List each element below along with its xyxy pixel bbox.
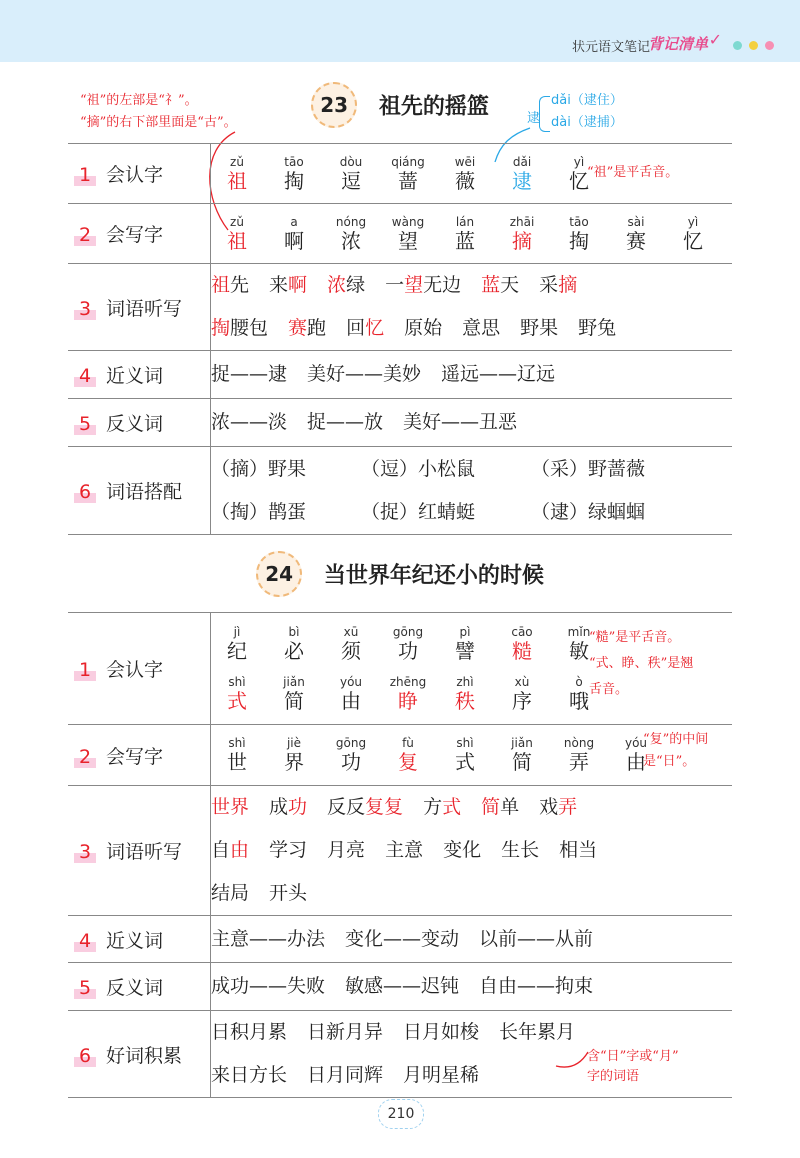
hanzi: 掏 [569,228,589,253]
table-row: 5 反义词 成功——失败 敏感——迟钝 自由——拘束 [68,963,732,1011]
lesson24-table [68,612,732,1098]
char-cell [439,675,491,713]
word-seg: 蓝 [481,274,501,296]
word [269,882,307,904]
pinyin: gōng [392,624,424,639]
char-cell [382,675,434,713]
char-cell [439,155,491,193]
pinyin: zǔ [230,214,244,229]
word-seg: 野兔 [578,317,617,339]
word-seg: 浓 [327,274,347,296]
hanzi: 逗 [341,168,361,193]
hanzi: 赛 [626,228,646,253]
word-seg: 成 [269,796,289,818]
word [327,274,365,296]
pinyin: wēi [454,154,476,169]
pinyin: dòu [339,154,363,169]
word-seg: 来 [269,274,289,296]
table-row: 1 会认字 zǔ 祖 tāo 掏 dòu 逗 qiáng 蔷 wēi 薇 dǎi 逮 yì 忆 “祖”是平舌音。 [68,144,732,204]
word-seg: 一 [385,274,405,296]
dictation-words [211,786,732,915]
word [327,796,403,818]
table-row: 3 词语听写 世界 成功 反反复复 方式 简单 戏弄 自由 学习 月亮 主意 变化 生长 相当 结局 开头 [68,786,732,916]
word-seg: 简 [481,796,501,818]
pinyin: zǔ [230,154,244,169]
char-cell [325,155,377,193]
word-seg: 回 [346,317,366,339]
hanzi: 界 [284,750,304,774]
word-seg: 复复 [365,796,404,818]
char-cell [439,625,491,663]
word-seg: 戏 [539,796,559,818]
word-seg: 腰包 [230,317,269,339]
char-cell [496,155,548,193]
lesson-number-badge: 23 [311,82,357,128]
word-seg: 主意 [385,839,424,861]
hanzi: 敏 [569,638,589,663]
char-cell [211,675,263,713]
word [443,839,481,861]
word [211,274,249,296]
hanzi: 功 [398,638,418,663]
word-seg: 忆 [365,317,385,339]
word [423,796,461,818]
pinyin: a [290,214,298,229]
word-seg: 单 [500,796,520,818]
table-row: 1 会认字 jì 纪 bì 必 xū 须 gōng 功 pì 譬 cāo 糙 mǐn 敏 shì 式 jiǎn 简 yóu 由 zhēng 睁 zhì 秩 xù 序 ò 哦 “糙”是平舌音。 “式、睁、秩”是翘 舌音。 [68,613,732,725]
char-cell [211,736,263,774]
hanzi: 蓝 [455,228,475,253]
word [462,317,500,339]
char-cell [382,215,434,253]
hanzi: 秩 [455,688,475,713]
pinyin: yì [687,214,699,229]
char-cell [325,215,377,253]
word [520,317,558,339]
pinyin: xū [343,624,359,639]
char-cell [268,625,320,663]
hanzi: 弄 [569,750,589,774]
pinyin: shì [228,674,246,689]
word [404,317,442,339]
char-cell [211,215,263,253]
pinyin: shì [228,736,246,750]
word [539,796,577,818]
word-line [211,829,732,872]
hanzi: 由 [626,750,646,774]
word-seg: 掏 [211,317,231,339]
row-note: “祖”是平舌音。 [587,165,679,180]
pinyin: mǐn [567,624,591,639]
char-cell [496,736,548,774]
word-seg: 自 [211,839,231,861]
char-cell [211,155,263,193]
word-seg: 原始 [404,317,443,339]
hanzi: 简 [512,750,532,774]
table-row: 3 词语听写 祖先 来啊 浓绿 一望无边 蓝天 采摘 掏腰包 赛跑 回忆 原始 意思 野果 野兔 [68,264,732,351]
pinyin: qiáng [391,154,425,169]
word [385,274,461,296]
char-cell [325,675,377,713]
pinyin-char-row [211,215,732,253]
word-seg: 变化 [443,839,482,861]
word [578,317,616,339]
word-seg: 反反 [327,796,366,818]
pinyin: dǎi [512,154,532,169]
hanzi: 祖 [227,168,247,193]
table-row: 4 近义词 捉——逮 美好——美妙 遥远——辽远 [68,351,732,399]
word-seg: 学习 [269,839,308,861]
char-cell [496,215,548,253]
hanzi: 功 [341,750,361,774]
pinyin: jì [233,624,241,639]
char-cell [382,155,434,193]
hanzi: 忆 [569,168,589,193]
char-cell [211,625,263,663]
table-row: 6 词语搭配 （摘）野果 （逗）小松鼠 （采）野蔷薇 （掏）鹊蛋 （捉）红蜻蜓 （逮）绿蝈蝈 [68,447,732,535]
word-seg: 天 [500,274,520,296]
char-cell [268,155,320,193]
char-cell [496,675,548,713]
pinyin: nòng [563,736,595,750]
lesson24-title [0,551,800,597]
word [288,317,326,339]
word-line [211,264,732,307]
word [211,796,249,818]
hanzi: 摘 [512,228,532,253]
char-cell [439,736,491,774]
char-cell [268,675,320,713]
word [211,317,268,339]
word [211,839,249,861]
char-cell [382,625,434,663]
pinyin: shì [456,736,474,750]
word-seg: 跑 [307,317,327,339]
brand-label: 背记清单 [647,35,708,53]
hanzi: 须 [341,638,361,663]
pinyin: nóng [335,214,367,229]
pinyin: jiè [286,736,302,750]
word-seg: 意思 [462,317,501,339]
word-seg: 生长 [501,839,540,861]
word-seg: 无边 [423,274,462,296]
hanzi: 啊 [284,228,304,253]
word-seg: 方 [423,796,443,818]
char-cell [268,736,320,774]
pinyin: zhāi [509,214,535,229]
word-line [211,307,732,350]
hanzi: 式 [455,750,475,774]
pinyin: ò [575,674,583,689]
table-row: 4 近义词 主意——办法 变化——变动 以前——从前 [68,916,732,963]
word-seg: 望 [404,274,424,296]
word-line [211,872,732,915]
word-line [211,786,732,829]
hanzi: 必 [284,638,304,663]
word-seg: 月亮 [327,839,366,861]
word-seg: 由 [230,839,250,861]
char-cell [553,736,605,774]
word [501,839,539,861]
table-row: 2 会写字 shì 世 jiè 界 gōng 功 fù 复 shì 式 jiǎn 简 nòng 弄 yóu 由 “复”的中间 是“日”。 [68,725,732,786]
table-row: 6 好词积累 日积月累 日新月异 日月如梭 长年累月 来日方长 日月同辉 月明星稀 含“日”字或“月” 字的词语 [68,1011,732,1098]
word [539,274,577,296]
pinyin: sài [627,214,645,229]
char-cell [268,215,320,253]
word-seg: 绿 [346,274,366,296]
word [269,274,307,296]
row-note: 含“日”字或“月” 字的词语 [587,1049,679,1084]
lesson-number-badge: 24 [256,551,302,597]
pinyin: cāo [511,624,533,639]
hanzi: 式 [227,688,247,713]
word [481,274,519,296]
hanzi: 由 [341,688,361,713]
hanzi: 祖 [227,228,247,253]
check-icon: ✓ [708,30,722,49]
pinyin: yóu [624,736,648,750]
word [269,839,307,861]
hanzi: 掏 [284,168,304,193]
pinyin: fù [402,736,414,750]
char-cell [382,736,434,774]
pinyin: tāo [569,214,589,229]
hanzi: 逮 [512,168,532,193]
hanzi: 哦 [569,688,589,713]
pinyin: gōng [335,736,367,750]
word [327,839,365,861]
lesson-title-text: 当世界年纪还小的时候 [323,563,544,589]
hanzi: 薇 [455,168,475,193]
hanzi: 蔷 [398,168,418,193]
word-seg: 功 [288,796,308,818]
word-seg: 世界 [211,796,250,818]
word-seg: 相当 [559,839,598,861]
word [211,882,249,904]
word-seg: 弄 [558,796,578,818]
word [481,796,519,818]
hanzi: 世 [227,750,247,774]
lesson23-note: “祖”的左部是“礻”。 “摘”的右下部里面是“古”。 [80,93,237,130]
char-cell [496,625,548,663]
pinyin: lán [455,214,475,229]
word-seg: 式 [442,796,462,818]
table-row: 5 反义词 浓——淡 捉——放 美好——丑恶 [68,399,732,447]
book-title: 状元语文笔记 [571,40,650,55]
pinyin: pì [459,624,471,639]
word-seg: 野果 [520,317,559,339]
hanzi: 睁 [398,688,418,713]
char-cell [325,736,377,774]
char-cell [667,215,719,253]
word [385,839,423,861]
word-seg: 啊 [288,274,308,296]
pinyin: zhì [456,674,474,689]
pinyin: zhēng [389,674,427,689]
char-cell [325,625,377,663]
word [269,796,307,818]
word-seg: 先 [230,274,250,296]
hanzi: 望 [398,228,418,253]
row-note: “复”的中间 是“日”。 [643,732,709,769]
word [346,317,384,339]
pinyin: jiǎn [283,674,305,689]
char-cell [553,215,605,253]
hanzi: 糙 [512,638,532,663]
page-number: 210 [378,1099,424,1129]
pinyin: jiǎn [511,736,533,750]
row-note: “糙”是平舌音。 “式、睁、秩”是翘 舌音。 [589,630,694,697]
hanzi: 序 [512,688,532,713]
pinyin: yóu [339,674,363,689]
dictation-words [211,264,732,350]
word-seg: 祖 [211,274,231,296]
pinyin: wàng [391,214,425,229]
pinyin: bì [288,624,300,639]
hanzi: 纪 [227,638,247,663]
hanzi: 复 [398,750,418,774]
char-cell [610,215,662,253]
hanzi: 浓 [341,228,361,253]
pinyin: tāo [284,154,304,169]
word-seg: 赛 [288,317,308,339]
word-seg: 采 [539,274,559,296]
char-cell [439,215,491,253]
word-seg: 开头 [269,882,308,904]
lesson-title-text: 祖先的摇篮 [378,94,489,120]
word-seg: 结局 [211,882,250,904]
word [559,839,597,861]
word-seg: 摘 [558,274,578,296]
hanzi: 忆 [683,228,703,253]
hanzi: 简 [284,688,304,713]
pinyin: yì [573,154,585,169]
pinyin: xù [514,674,530,689]
table-row: 2 会写字 zǔ 祖 a 啊 nóng 浓 wàng 望 lán 蓝 zhāi 摘 tāo 掏 sài 赛 yì 忆 [68,204,732,264]
hanzi: 譬 [455,638,475,663]
lesson23-table [68,143,732,535]
